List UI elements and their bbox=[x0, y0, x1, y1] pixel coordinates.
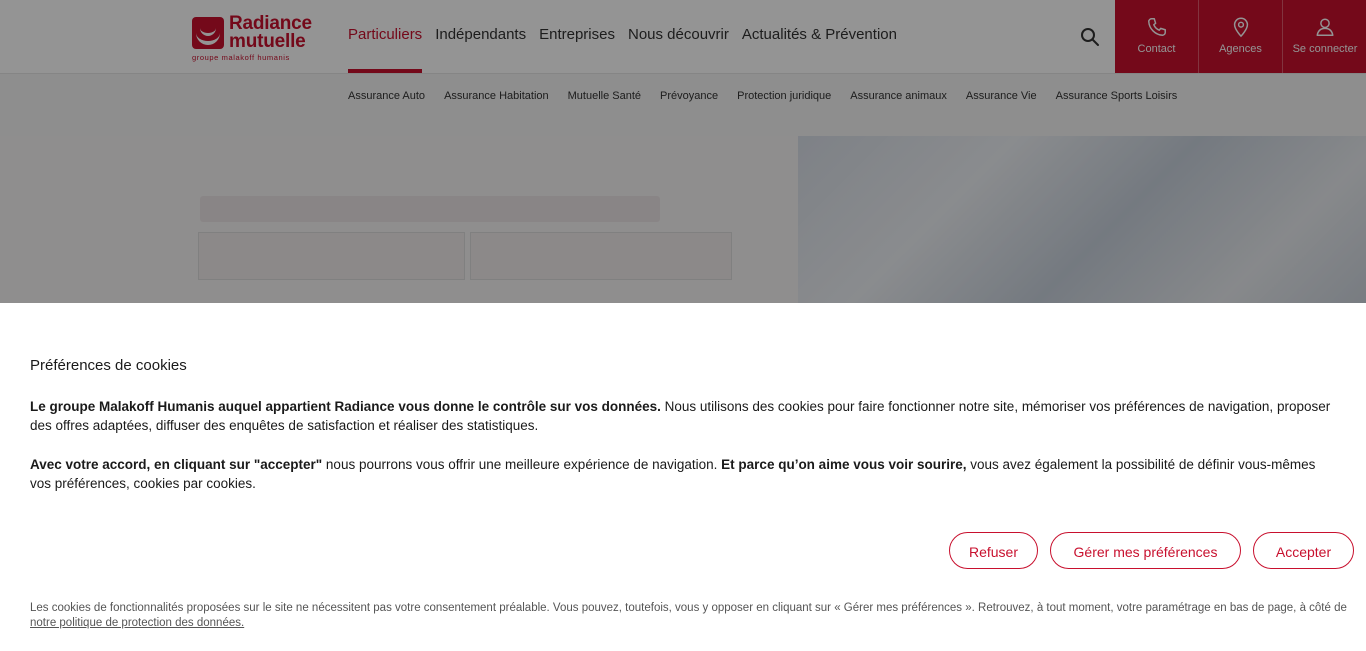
cookie-p1-rest: Nous utilisons des cookies pour faire fonctionner notre site, mémoriser vos préférences de navigation, proposer des offres adaptées, diffuser des enquêtes de satisfaction et réaliser des statistiques. bbox=[30, 399, 1331, 433]
cookie-banner bbox=[0, 303, 1366, 651]
subnav-item-habitation[interactable]: Assurance Habitation bbox=[444, 90, 549, 102]
cookie-foot-text: Les cookies de fonctionnalités proposées sur le site ne nécessitent pas votre consentement préalable. Vous pouvez, toutefois, vous y opposer en cliquant sur « Gérer mes préférences ». Retrouvez, à tout moment, votre paramétrage en bas de page, à côté de bbox=[30, 602, 1347, 614]
cookie-p2-bold-1: Avec votre accord, en cliquant sur "accepter" bbox=[30, 457, 323, 472]
manage-preferences-button[interactable]: Gérer mes préférences bbox=[1050, 532, 1241, 569]
cookie-buttons bbox=[0, 532, 1366, 571]
cookie-footnote bbox=[30, 601, 1350, 631]
subnav-item-juridique[interactable]: Protection juridique bbox=[737, 90, 832, 102]
subnav-item-animaux[interactable]: Assurance animaux bbox=[850, 90, 947, 102]
cookie-p2-mid: nous pourrons vous offrir une meilleure expérience de navigation. bbox=[322, 457, 722, 472]
subnav-item-vie[interactable]: Assurance Vie bbox=[965, 90, 1037, 102]
login-label: Se connecter bbox=[1292, 43, 1358, 55]
nav-item-nous-decouvrir[interactable]: Nous découvrir bbox=[627, 26, 729, 43]
subnav-item-prevoyance[interactable]: Prévoyance bbox=[660, 90, 719, 102]
modal-backdrop[interactable] bbox=[0, 0, 1366, 303]
nav-item-particuliers[interactable]: Particuliers bbox=[348, 0, 422, 73]
privacy-policy-link[interactable]: notre politique de protection des données. bbox=[30, 617, 245, 629]
cookie-p2-bold-2: Et parce qu’on aime vous voir sourire, bbox=[721, 457, 967, 472]
agences-label: Agences bbox=[1219, 43, 1262, 55]
subnav-item-sports-loisirs[interactable]: Assurance Sports Loisirs bbox=[1055, 90, 1178, 102]
subnav-item-auto[interactable]: Assurance Auto bbox=[348, 90, 426, 102]
nav-item-actualites-prevention[interactable]: Actualités & Prévention bbox=[741, 26, 897, 43]
refuse-button[interactable]: Refuser bbox=[949, 532, 1038, 569]
logo-line2: mutuelle bbox=[229, 31, 306, 52]
cookie-paragraph-2 bbox=[30, 455, 1340, 493]
logo-line1: Radiance bbox=[229, 13, 312, 34]
cookie-title: Préférences de cookies bbox=[30, 357, 187, 374]
cookie-p1-bold: Le groupe Malakoff Humanis auquel appartient Radiance vous donne le contrôle sur vos données. bbox=[30, 399, 661, 414]
contact-label: Contact bbox=[1137, 43, 1176, 55]
accept-button[interactable]: Accepter bbox=[1253, 532, 1354, 569]
subnav-item-sante[interactable]: Mutuelle Santé bbox=[567, 90, 642, 102]
cookie-p2-rest: vous avez également la possibilité de définir vous-mêmes vos préférences, cookies par cookies. bbox=[30, 457, 1316, 491]
logo-sub: groupe malakoff humanis bbox=[192, 53, 290, 62]
nav-item-entreprises[interactable]: Entreprises bbox=[539, 26, 615, 43]
cookie-paragraph-1 bbox=[30, 397, 1340, 435]
nav-item-independants[interactable]: Indépendants bbox=[435, 26, 527, 43]
